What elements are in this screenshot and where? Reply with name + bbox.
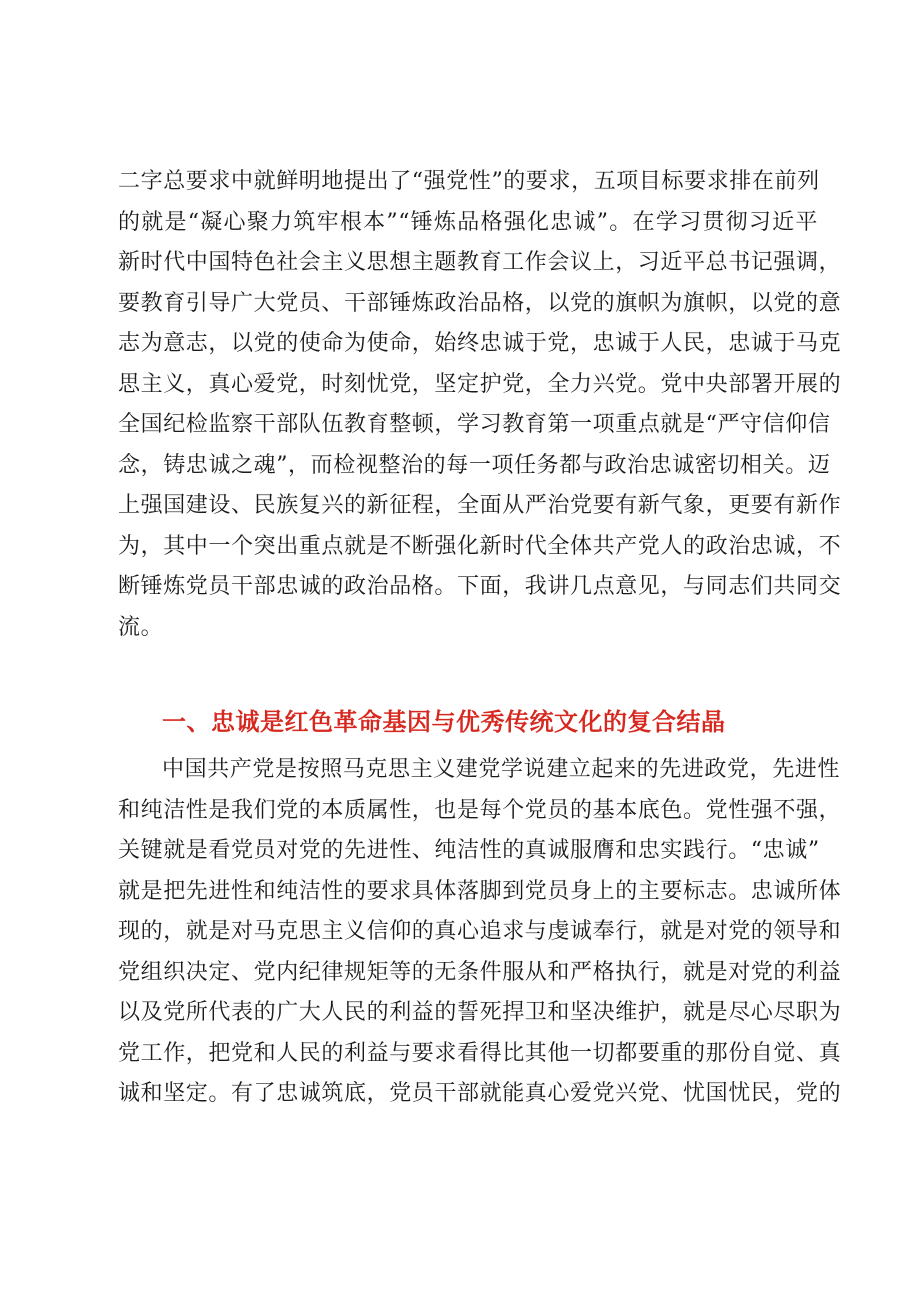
paragraph-line: 党工作，把党和人民的利益与要求看得比其他一切都要重的那份自觉、真 [118,1040,842,1066]
paragraph-line: 志为意志，以党的使命为使命，始终忠诚于党，忠诚于人民，忠诚于马克 [118,331,842,356]
paragraph-line: 新时代中国特色社会主义思想主题教育工作会议上，习近平总书记强调， [118,250,842,275]
paragraph-line: 二字总要求中就鲜明地提出了“强党性”的要求，五项目标要求排在前列 [118,169,820,194]
paragraph-line: 就是把先进性和纯洁性的要求具体落脚到党员身上的主要标志。忠诚所体 [118,878,842,904]
paragraph-line: 现的，就是对马克思主义信仰的真心追求与虔诚奉行，就是对党的领导和 [118,919,842,944]
paragraph-line: 念，铸忠诚之魂”，而检视整治的每一项任务都与政治忠诚密切相关。迈 [118,452,831,478]
paragraph-line: 的就是“凝心聚力筑牢根本”“锤炼品格强化忠诚”。在学习贯彻习近平 [118,209,818,235]
paragraph-line: 要教育引导广大党员、干部锤炼政治品格，以党的旗帜为旗帜，以党的意 [118,290,842,316]
section1-paragraph [118,750,842,1115]
paragraph-line: 全国纪检监察干部队伍教育整顿，学习教育第一项重点就是“严守信仰信 [118,412,831,437]
paragraph-line: 思主义，真心爱党，时刻忧党，坚定护党，全力兴党。党中央部署开展的 [118,371,842,397]
paragraph-line: 和纯洁性是我们党的本质属性，也是每个党员的基本底色。党性强不强， [118,797,842,823]
section-heading: 一、忠诚是红色革命基因与优秀传统文化的复合结晶 [162,708,726,736]
paragraph-line: 以及党所代表的广大人民的利益的誓死捍卫和坚决维护，就是尽心尽职为 [118,1000,842,1025]
intro-paragraph [118,162,842,648]
paragraph-line: 为，其中一个突出重点就是不断强化新时代全体共产党人的政治忠诚，不 [118,533,842,559]
paragraph-line: 上强国建设、民族复兴的新征程，全面从严治党要有新气象，更要有新作 [118,493,842,518]
paragraph-line: 党组织决定、党内纪律规矩等的无条件服从和严格执行，就是对党的利益 [118,959,842,985]
paragraph-line: 关键就是看党员对党的先进性、纯洁性的真诚服膺和忠实践行。“忠诚” [118,838,820,863]
paragraph-line: 诚和坚定。有了忠诚筑底，党员干部就能真心爱党兴党、忧国忧民，党的 [118,1081,842,1106]
paragraph-line: 流。 [118,614,164,640]
paragraph-line: 中国共产党是按照马克思主义建党学说建立起来的先进政党，先进性 [162,757,841,782]
paragraph-line: 断锤炼党员干部忠诚的政治品格。下面，我讲几点意见，与同志们共同交 [118,574,842,599]
